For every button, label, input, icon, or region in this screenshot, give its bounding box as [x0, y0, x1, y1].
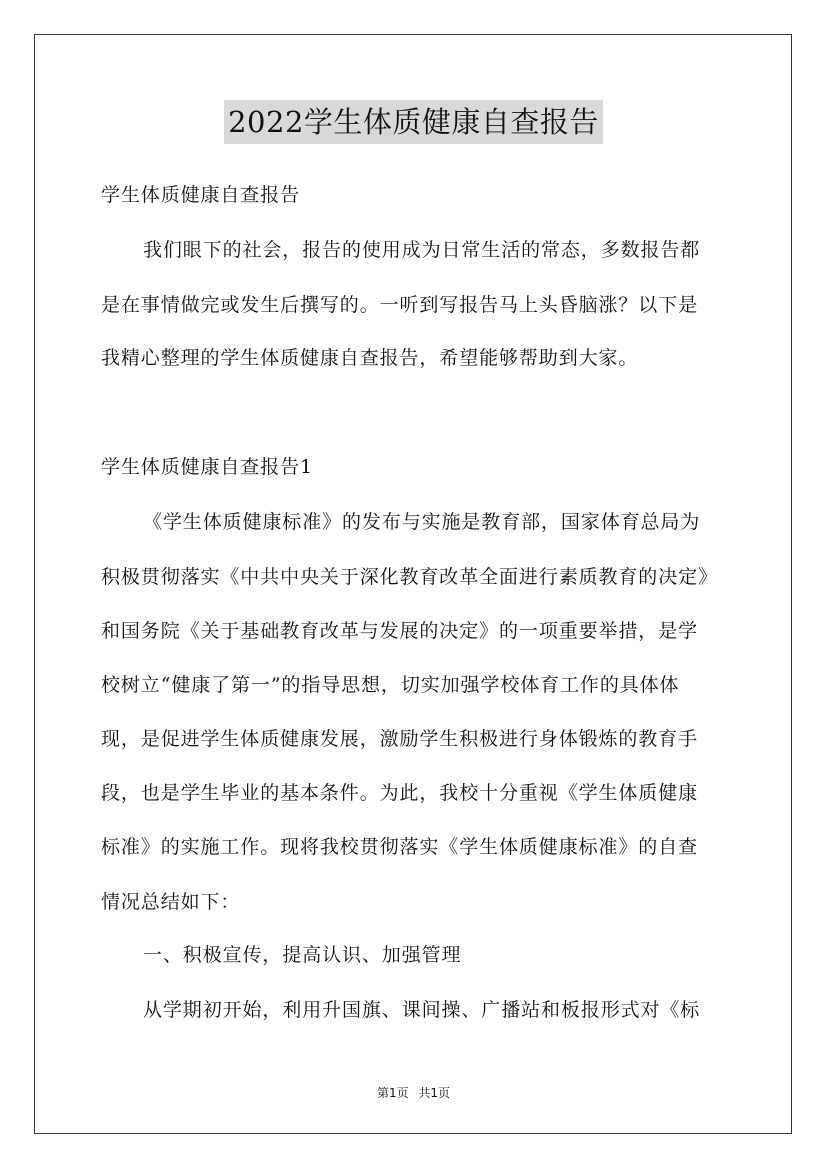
document-title: 2022学生体质健康自查报告 [224, 100, 603, 144]
subsection-heading: 一、积极宣传，提高认识、加强管理 [143, 944, 462, 966]
paragraph-line: 情况总结如下： [101, 891, 241, 913]
paragraph-line: 标准》的实施工作。现将我校贯彻落实《学生体质健康标准》的自查 [101, 836, 699, 858]
paragraph-line: 我精心整理的学生体质健康自查报告，希望能够帮助到大家。 [101, 347, 639, 369]
section-heading: 学生体质健康自查报告1 [101, 456, 313, 478]
paragraph-line: 段，也是学生毕业的基本条件。为此，我校十分重视《学生体质健康 [101, 782, 699, 804]
paragraph-line: 我们眼下的社会，报告的使用成为日常生活的常态，多数报告都 [143, 239, 701, 261]
title-container [0, 100, 827, 144]
page-footer [0, 1084, 827, 1101]
page-total: 共1页 [418, 1086, 451, 1100]
paragraph-line: 和国务院《关于基础教育改革与发展的决定》的一项重要举措，是学 [101, 620, 699, 642]
paragraph-line: 从学期初开始，利用升国旗、课间操、广播站和板报形式对《标 [143, 999, 701, 1021]
paragraph-line: 《学生体质健康标准》的发布与实施是教育部，国家体育总局为 [143, 511, 701, 533]
page-number: 第1页 [376, 1086, 409, 1100]
section-heading: 学生体质健康自查报告 [101, 184, 301, 206]
paragraph-line: 是在事情做完或发生后撰写的。一听到写报告马上头昏脑涨？以下是 [101, 294, 699, 316]
paragraph-line: 校树立“健康了第一”的指导思想，切实加强学校体育工作的具体体 [101, 674, 680, 696]
paragraph-line: 积极贯彻落实《中共中央关于深化教育改革全面进行素质教育的决定》 [101, 566, 718, 588]
paragraph-line: 现，是促进学生体质健康发展，激励学生积极进行身体锻炼的教育手 [101, 728, 699, 750]
